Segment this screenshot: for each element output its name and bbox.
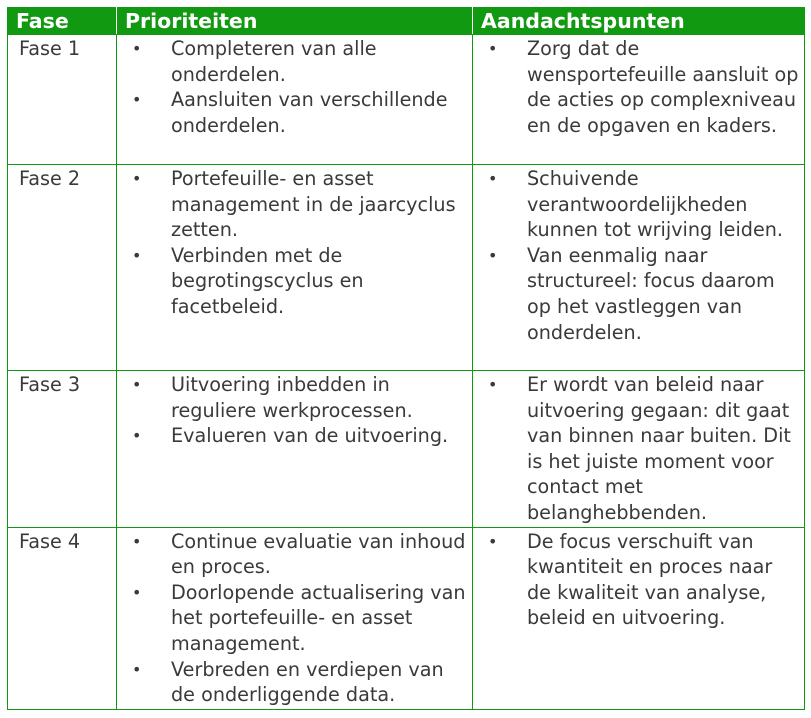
prioriteiten-list bbox=[128, 372, 468, 449]
list-item bbox=[128, 372, 468, 423]
table-body bbox=[8, 35, 805, 710]
list-item bbox=[484, 36, 800, 138]
list-item bbox=[128, 166, 468, 243]
list-item bbox=[128, 243, 468, 320]
phase-table bbox=[7, 7, 805, 710]
bullet-icon: • bbox=[488, 245, 498, 265]
list-item bbox=[484, 243, 800, 345]
table-row bbox=[8, 165, 805, 371]
list-item-text: Verbinden met de begrotingscyclus en facetbeleid. bbox=[171, 243, 364, 318]
bullet-icon: • bbox=[132, 375, 142, 394]
bullet-icon: • bbox=[132, 245, 142, 265]
aandachtspunten-list bbox=[484, 372, 800, 526]
list-item-text: Van eenmalig naar structureel: focus daarom op het vastleggen van onderdelen. bbox=[527, 243, 775, 344]
header-aandachtspunten: Aandachtspunten bbox=[473, 8, 805, 35]
fase-cell: Fase 4 bbox=[8, 527, 117, 709]
header-prioriteiten: Prioriteiten bbox=[117, 8, 473, 35]
prioriteiten-cell bbox=[117, 165, 473, 371]
table-row bbox=[8, 35, 805, 165]
list-item-text: Schuivende verantwoordelijkheden kunnen tot wrijving leiden. bbox=[527, 167, 784, 242]
prioriteiten-cell bbox=[117, 35, 473, 165]
bullet-icon: • bbox=[488, 375, 498, 394]
aandachtspunten-list bbox=[484, 529, 800, 631]
bullet-icon: • bbox=[488, 531, 498, 551]
list-item-text: Continue evaluatie van inhoud en proces. bbox=[171, 529, 466, 579]
list-item-text: Aansluiten van verschillende onderdelen. bbox=[171, 88, 448, 137]
header-row bbox=[8, 8, 805, 35]
bullet-icon: • bbox=[488, 169, 498, 188]
list-item-text: Doorlopende actualisering van het portefeuille- en asset management. bbox=[171, 580, 466, 655]
list-item-text: Zorg dat de wensportefeuille aansluit op de acties op complexniveau en de opgaven en kaders. bbox=[527, 37, 799, 137]
list-item bbox=[128, 529, 468, 580]
list-item-text: Er wordt van beleid naar uitvoering gegaan: dit gaat van binnen naar buiten. Dit is het juiste moment voor contact met belanghebbenden. bbox=[527, 373, 791, 524]
prioriteiten-list bbox=[128, 36, 468, 138]
list-item bbox=[484, 166, 800, 243]
bullet-icon: • bbox=[488, 39, 498, 58]
list-item-text: Portefeuille- en asset management in de jaarcyclus zetten. bbox=[171, 167, 456, 242]
list-item bbox=[128, 36, 468, 87]
bullet-icon: • bbox=[132, 582, 142, 602]
list-item bbox=[484, 529, 800, 631]
list-item-text: Evalueren van de uitvoering. bbox=[171, 424, 449, 448]
aandachtspunten-cell bbox=[473, 165, 805, 371]
list-item-text: Completeren van alle onderdelen. bbox=[171, 37, 377, 86]
bullet-icon: • bbox=[132, 659, 142, 679]
table-row bbox=[8, 371, 805, 528]
bullet-icon: • bbox=[132, 426, 142, 446]
aandachtspunten-cell bbox=[473, 35, 805, 165]
bullet-icon: • bbox=[132, 169, 142, 188]
fase-cell: Fase 1 bbox=[8, 35, 117, 165]
list-item bbox=[128, 87, 468, 138]
fase-cell: Fase 2 bbox=[8, 165, 117, 371]
aandachtspunten-cell bbox=[473, 527, 805, 709]
fase-cell: Fase 3 bbox=[8, 371, 117, 528]
aandachtspunten-list bbox=[484, 36, 800, 138]
aandachtspunten-cell bbox=[473, 371, 805, 528]
aandachtspunten-list bbox=[484, 166, 800, 345]
list-item-text: Uitvoering inbedden in reguliere werkprocessen. bbox=[171, 373, 413, 422]
list-item bbox=[128, 580, 468, 657]
list-item bbox=[128, 657, 468, 708]
list-item bbox=[128, 423, 468, 449]
table-header bbox=[8, 8, 805, 35]
table-row bbox=[8, 527, 805, 709]
bullet-icon: • bbox=[132, 531, 142, 551]
list-item bbox=[484, 372, 800, 526]
prioriteiten-list bbox=[128, 166, 468, 320]
bullet-icon: • bbox=[132, 90, 142, 110]
prioriteiten-cell bbox=[117, 371, 473, 528]
list-item-text: Verbreden en verdiepen van de onderliggende data. bbox=[171, 657, 444, 707]
list-item-text: De focus verschuift van kwantiteit en proces naar de kwaliteit van analyse, beleid en uitvoering. bbox=[527, 529, 773, 630]
header-fase: Fase bbox=[8, 8, 117, 35]
prioriteiten-cell bbox=[117, 527, 473, 709]
bullet-icon: • bbox=[132, 39, 142, 58]
prioriteiten-list bbox=[128, 529, 468, 708]
